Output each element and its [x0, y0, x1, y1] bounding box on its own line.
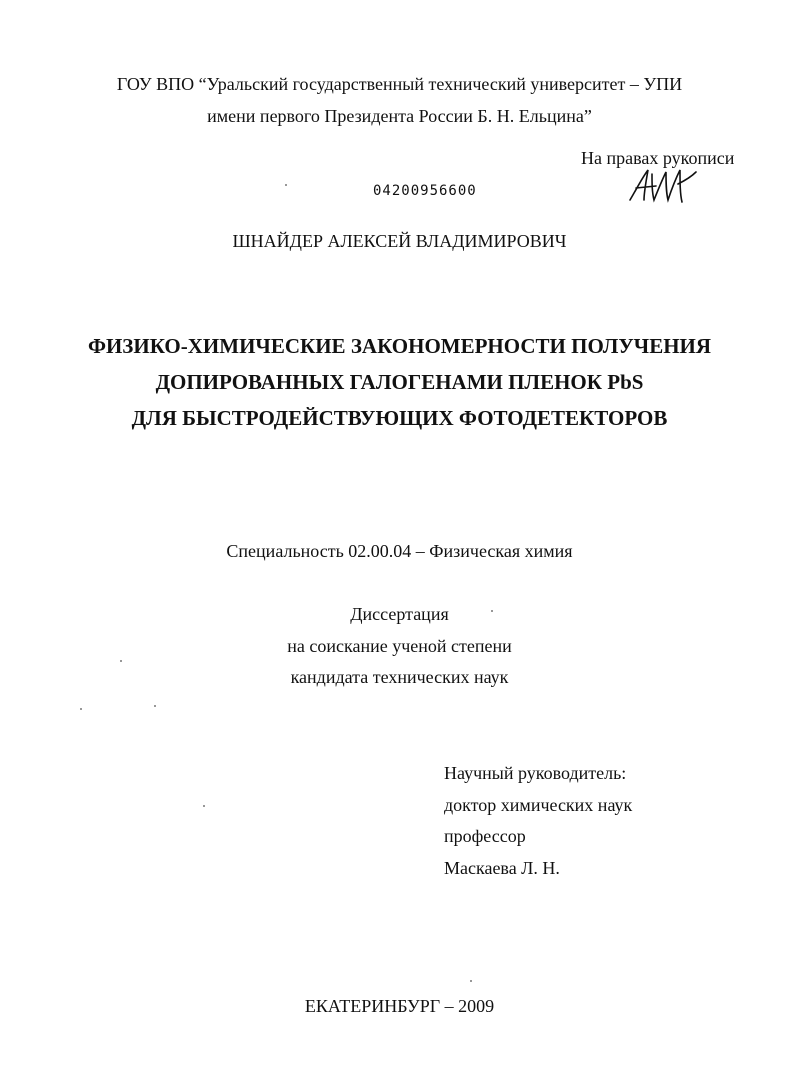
city-year: ЕКАТЕРИНБУРГ – 2009 — [304, 996, 495, 1016]
title-line-3: ДЛЯ БЫСТРОДЕЙСТВУЮЩИХ ФОТОДЕТЕКТОРОВ — [131, 406, 668, 430]
signature-icon — [622, 160, 702, 210]
institution-line-1: ГОУ ВПО “Уральский государственный технический университет – УПИ — [116, 74, 683, 94]
degree-name: кандидата технических наук — [290, 667, 509, 687]
degree-purpose: на соискание ученой степени — [287, 636, 512, 656]
manuscript-note: На правах рукописи — [581, 148, 735, 168]
scan-speck — [285, 184, 287, 186]
supervisor-degree: доктор химических наук — [444, 795, 633, 815]
supervisor-rank: профессор — [444, 826, 526, 846]
title-line-2: ДОПИРОВАННЫХ ГАЛОГЕНАМИ ПЛЕНОК PbS — [155, 370, 644, 394]
scan-speck — [80, 708, 82, 710]
catalog-number: 04200956600 — [373, 183, 477, 199]
dissertation-label: Диссертация — [350, 604, 449, 624]
specialty: Специальность 02.00.04 – Физическая химия — [226, 541, 573, 561]
scan-speck — [154, 705, 156, 707]
title-line-1: ФИЗИКО-ХИМИЧЕСКИЕ ЗАКОНОМЕРНОСТИ ПОЛУЧЕНИЯ — [87, 334, 712, 358]
author-name: ШНАЙДЕР АЛЕКСЕЙ ВЛАДИМИРОВИЧ — [232, 231, 567, 251]
scan-speck — [470, 980, 472, 982]
supervisor-name: Маскаева Л. Н. — [444, 858, 560, 878]
scan-speck — [120, 660, 122, 662]
institution-line-2: имени первого Президента России Б. Н. Ельцина” — [207, 106, 592, 126]
supervisor-label: Научный руководитель: — [444, 763, 627, 783]
scan-speck — [491, 610, 493, 612]
scan-speck — [203, 805, 205, 807]
